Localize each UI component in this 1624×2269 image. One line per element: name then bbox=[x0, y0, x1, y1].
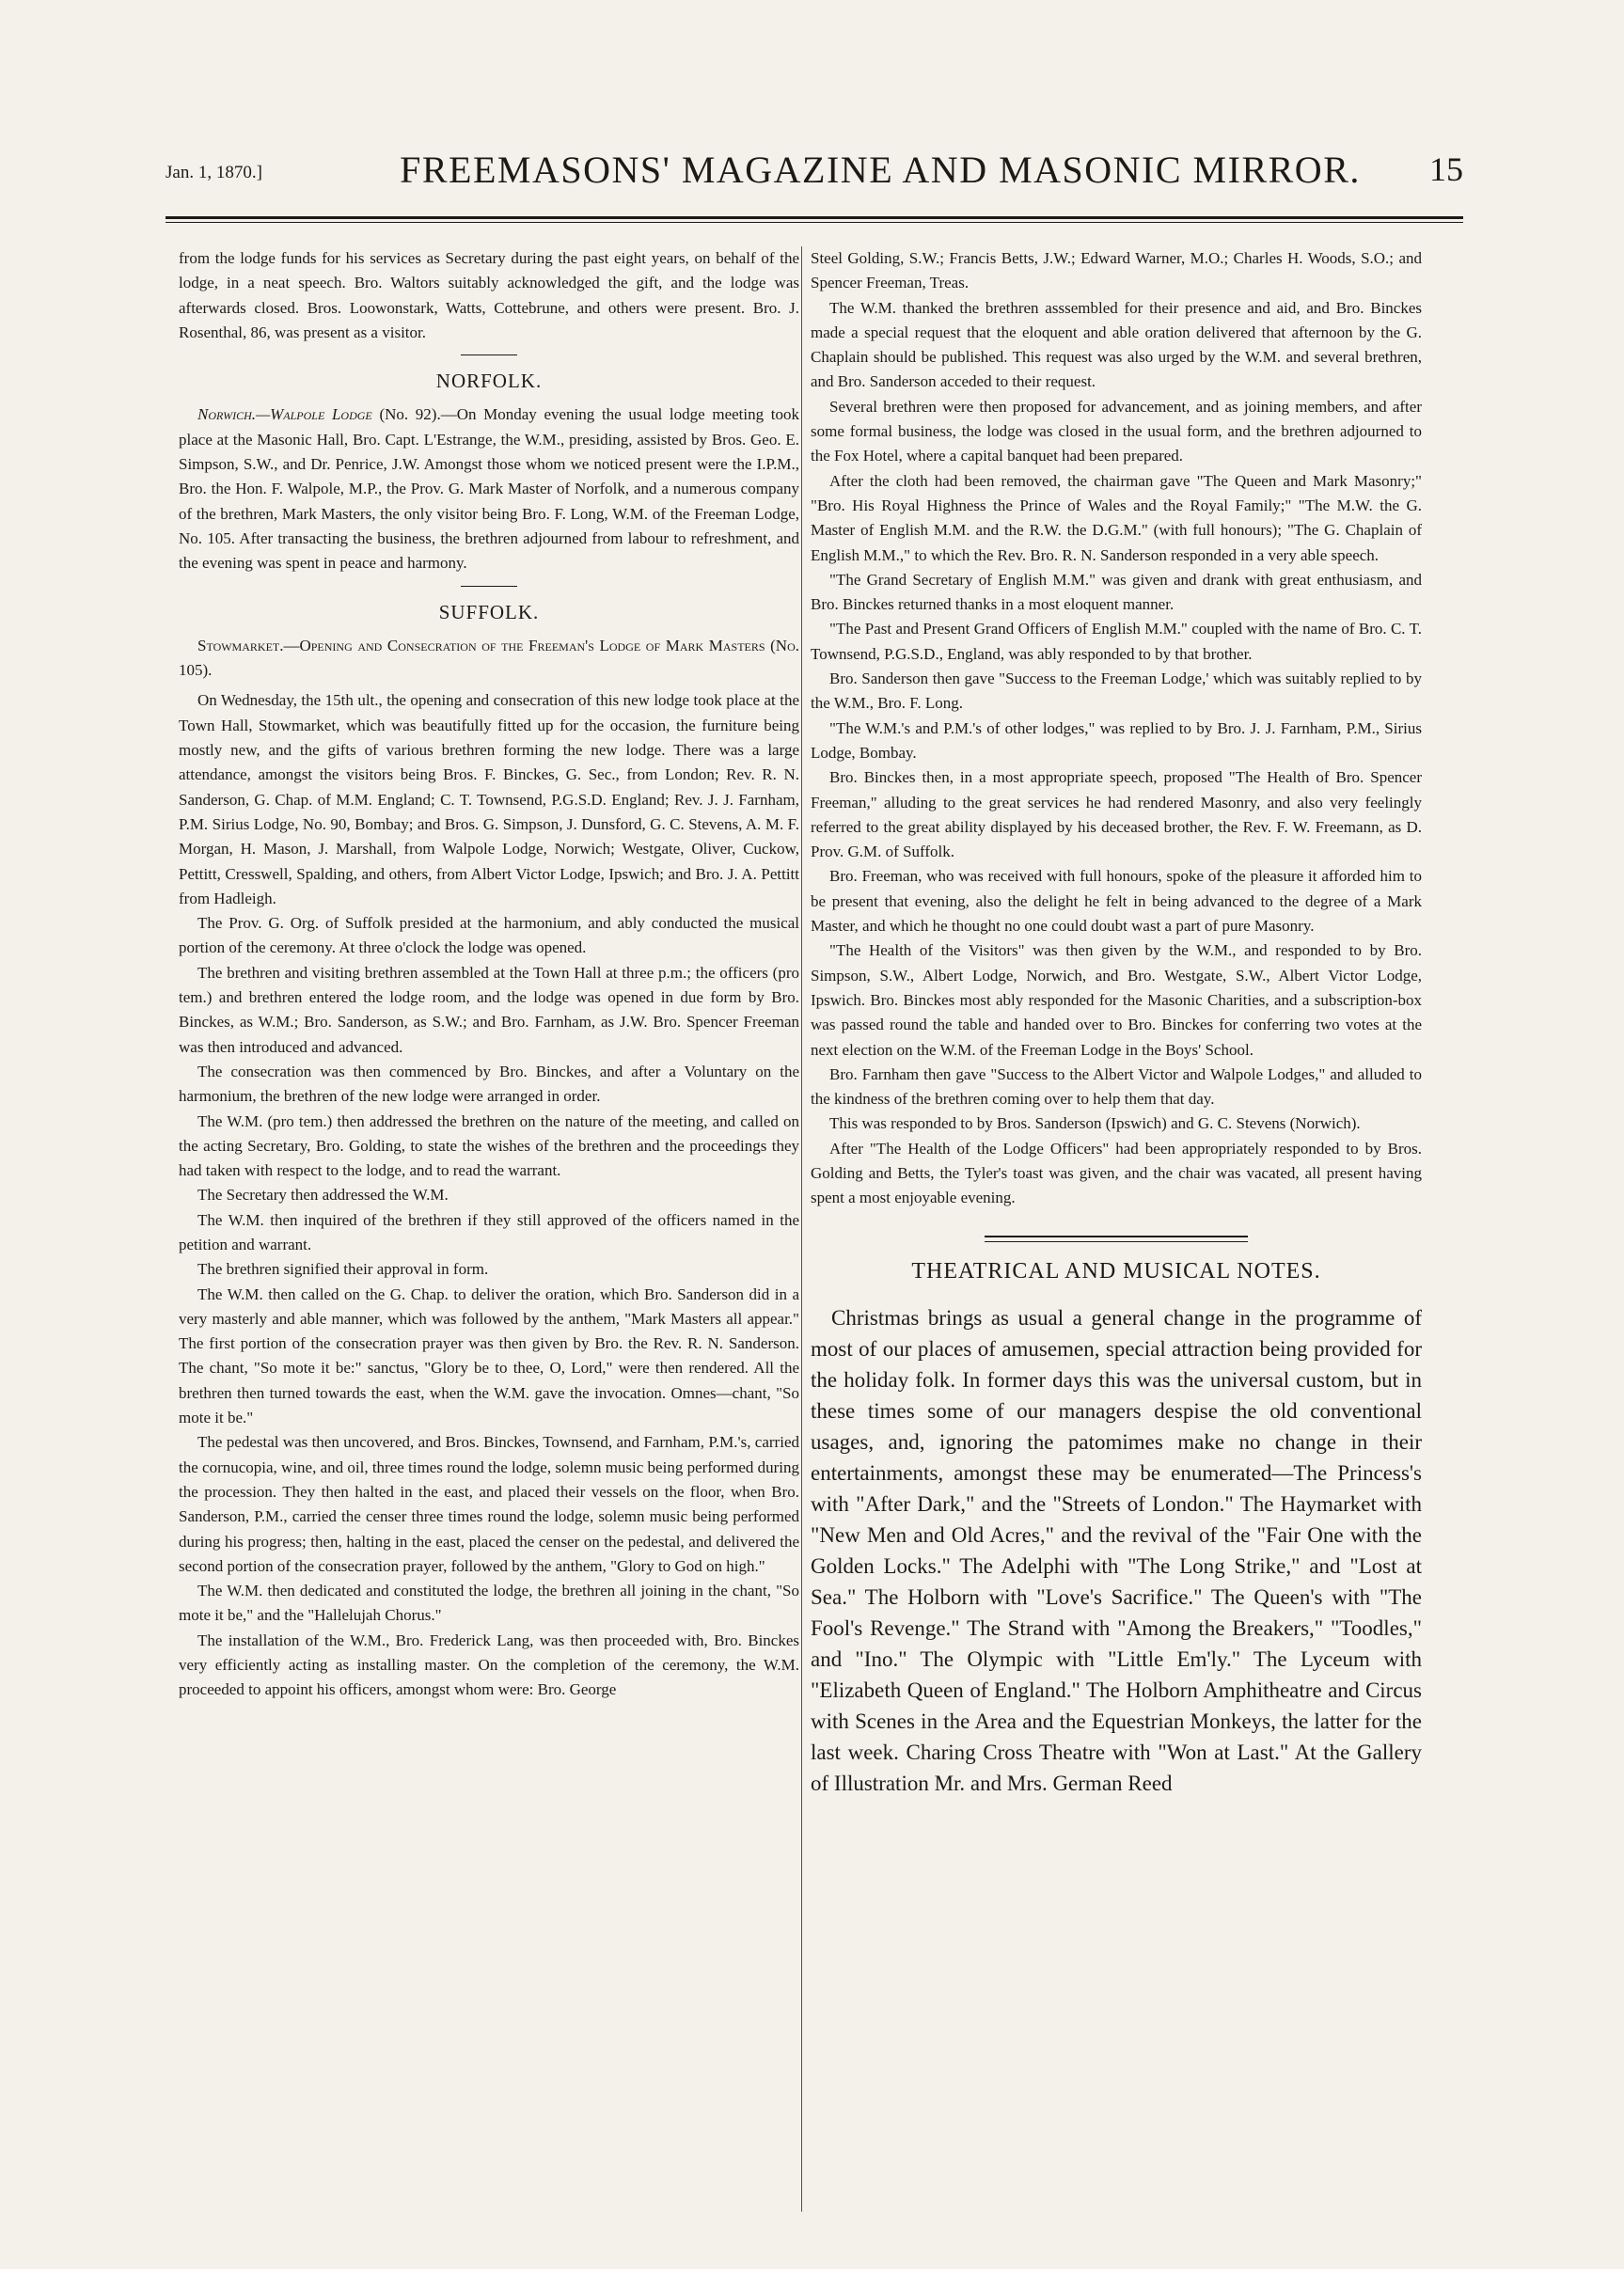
report-paragraph: After the cloth had been removed, the chairman gave "The Queen and Mark Masonry;" "Bro. His Royal Highness the Prince of Wales and the Royal Family;" "The M.W. the G. Master of English M.M. and the R.W. the D.G.M." (with full honours); "The G. Chaplain of English M.M.," to which the Rev. Bro. R. N. Sanderson responded in a very able speech. bbox=[811, 471, 1422, 564]
theatrical-notes bbox=[811, 1302, 1422, 1799]
report-paragraph: Bro. Sanderson then gave "Success to the Freeman Lodge,' which was suitably replied to by the W.M., Bro. F. Long. bbox=[811, 670, 1422, 713]
report-paragraph: "The W.M.'s and P.M.'s of other lodges," was replied to by Bro. J. J. Farnham, P.M., Sirius Lodge, Bombay. bbox=[811, 718, 1422, 762]
suffolk-paragraph: The W.M. then called on the G. Chap. to deliver the oration, which Bro. Sanderson did in a very masterly and able manner, which was followed by the anthem, "Mark Masters all appear." The first portion of the consecration prayer was then given by Bro. the Rev. R. N. Sanderson. The chant, "So mote it be:" sanctus, "Glory be to thee, O, Lord," were then rendered. All the brethren then turned towards the east, when the W.M. gave the invocation. Omnes—chant, "So mote it be." bbox=[179, 1284, 799, 1427]
intro-paragraph: from the lodge funds for his services as Secretary during the past eight years, on behalf of the lodge, in a neat speech. Bro. Waltors suitably acknowledged the gift, and the lodge was afterwards closed. Bros. Loowonstark, Watts, Cottebrune, and others were present. Bro. J. Rosenthal, 86, was present as a visitor. bbox=[179, 249, 799, 341]
suffolk-paragraph: The Secretary then addressed the W.M. bbox=[197, 1186, 449, 1205]
suffolk-paragraph: On Wednesday, the 15th ult., the opening and consecration of this new lodge took place at the Town Hall, Stowmarket, which was beautifully fitted up for the occasion, the furniture being mostly new, and the gifts of various brethren forming the new lodge. There was a large attendance, amongst the visitors being Bros. F. Binckes, G. Sec., from London; Rev. R. N. Sanderson, G. Chap. of M.M. England; C. T. Townsend, P.G.S.D. England; Rev. J. J. Farnham, P.M. Sirius Lodge, No. 90, Bombay; and Bros. G. Simpson, J. Dunsford, G. C. Stevens, A. M. F. Morgan, H. Mason, J. Marshall, from Walpole Lodge, Norwich; Westgate, Oliver, Cuckow, Pettitt, Cresswell, Spalding, and others, from Albert Victor Lodge, Ipswich; and Bro. J. A. Pettitt from Hadleigh. bbox=[179, 691, 799, 907]
header-rule bbox=[166, 216, 1463, 219]
report-paragraph: The W.M. thanked the brethren asssembled for their presence and aid, and Bro. Binckes made a special request that the eloquent and able oration delivered that afternoon by the G. Chaplain should be published. This request was also urged by the W.M. and several brethren, and Bro. Sanderson acceded to their request. bbox=[811, 298, 1422, 391]
continuation-paragraph: Steel Golding, S.W.; Francis Betts, J.W.; Edward Warner, M.O.; Charles H. Woods, S.O.; and Spencer Freeman, Treas. bbox=[811, 249, 1422, 292]
page-number: 15 bbox=[1429, 150, 1463, 188]
suffolk-paragraph: The W.M. then inquired of the brethren if they still approved of the officers named in the petition and warrant. bbox=[179, 1210, 799, 1253]
report-paragraph: After "The Health of the Lodge Officers" had been appropriately responded to by Bros. Golding and Betts, the Tyler's toast was given, and the chair was vacated, all present having spent a most enjoyable evening. bbox=[811, 1139, 1422, 1207]
page-header bbox=[166, 146, 1463, 202]
column-divider bbox=[801, 246, 802, 2212]
suffolk-paragraph: The consecration was then commenced by Bro. Binckes, and after a Voluntary on the harmonium, the brethren of the new lodge were arranged in order. bbox=[179, 1062, 799, 1106]
suffolk-paragraph: The installation of the W.M., Bro. Frederick Lang, was then proceeded with, Bro. Binckes very efficiently acting as installing master. On the completion of the ceremony, the W.M. proceeded to appoint his officers, amongst whom were: Bro. George bbox=[179, 1631, 799, 1699]
notes-rule bbox=[985, 1236, 1248, 1237]
suffolk-paragraph: The brethren and visiting brethren assembled at the Town Hall at three p.m.; the officers (pro tem.) and brethren entered the lodge room, and the lodge was opened in due form by Bro. Binckes, as W.M.; Bro. Sanderson, as S.W.; and Bro. Farnham, as J.W. Bro. Spencer Freeman was then introduced and advanced. bbox=[179, 963, 799, 1056]
report-paragraph: Bro. Binckes then, in a most appropriate speech, proposed "The Health of Bro. Spencer Freeman," alluding to the great services he had rendered Masonry, and also very feelingly referred to the great ability displayed by his deceased brother, the Rev. F. W. Freemann, as D. Prov. G.M. of Suffolk. bbox=[811, 768, 1422, 861]
magazine-title: FREEMASONS' MAGAZINE AND MASONIC MIRROR. bbox=[400, 149, 1361, 191]
suffolk-paragraph: The pedestal was then uncovered, and Bros. Binckes, Townsend, and Farnham, P.M.'s, carried the cornucopia, wine, and oil, three times round the lodge, solemn music being performed during the procession. They then halted in the east, and placed their vessels on the floor, when Bro. Sanderson, P.M., carried the censer three times round the lodge, solemn music being performed during his progress; then, halting in the east, placed the censer on the pedestal, and delivered the second portion of the consecration prayer, followed by the anthem, "Glory to God on high." bbox=[179, 1433, 799, 1575]
theatrical-notes-heading: THEATRICAL AND MUSICAL NOTES. bbox=[911, 1258, 1321, 1284]
report-paragraph: This was responded to by Bros. Sanderson (Ipswich) and G. C. Stevens (Norwich). bbox=[829, 1114, 1361, 1133]
notes-rule-thin bbox=[985, 1241, 1248, 1242]
report-paragraph: Several brethren were then proposed for advancement, and as joining members, and after some formal business, the lodge was closed in the usual form, and the brethren adjourned to the Fox Hotel, where a capital banquet had been prepared. bbox=[811, 397, 1422, 465]
report-paragraph: "The Grand Secretary of English M.M." was given and drank with great enthusiasm, and Bro. Binckes returned thanks in a most eloquent manner. bbox=[811, 570, 1422, 614]
norfolk-paragraph bbox=[179, 402, 799, 575]
suffolk-paragraph: The W.M. (pro tem.) then addressed the brethren on the nature of the meeting, and called on the acting Secretary, Bro. Golding, to state the wishes of the brethren and the proceedings they had taken with respect to the lodge, and to read the warrant. bbox=[179, 1111, 799, 1180]
suffolk-paragraph: The Prov. G. Org. of Suffolk presided at the harmonium, and ably conducted the musical portion of the ceremony. At three o'clock the lodge was opened. bbox=[179, 914, 799, 957]
norfolk-heading: NORFOLK. bbox=[435, 370, 543, 393]
report-paragraph: Bro. Farnham then gave "Success to the Albert Victor and Walpole Lodges," and alluded to the kindness of the brethren coming over to help them that day. bbox=[811, 1064, 1422, 1109]
report-paragraph: Bro. Freeman, who was received with full honours, spoke of the pleasure it afforded him to be present that evening, also the delight he felt in being advanced to the degree of a Mark Master, and which he thought no one could doubt wast a part of pure Masonry. bbox=[811, 867, 1422, 936]
suffolk-heading: SUFFOLK. bbox=[438, 600, 540, 623]
left-column bbox=[179, 246, 799, 2221]
report-paragraph: "The Health of the Visitors" was then given by the W.M., and responded to by Bro. Simpson, S.W., Albert Lodge, Norwich, and Bro. Westgate, S.W., Albert Victor Lodge, Ipswich. Bro. Binckes most ably responded for the Masonic Charities, and a subscription-box was passed round the table and handed over to Bro. Binckes for conferring two votes at the next election on the W.M. of the Freeman Lodge in the Boys' School. bbox=[811, 941, 1422, 1059]
norfolk-lead: Norwich.—Walpole Lodge bbox=[197, 405, 372, 424]
suffolk-lead: Stowmarket.—Opening and Consecration of the Freeman's Lodge of Mark Masters (No. 105). bbox=[179, 636, 799, 680]
suffolk-paragraph: The W.M. then dedicated and constituted the lodge, the brethren all joining in the chant, "So mote it be," and the "Hallelujah Chorus." bbox=[179, 1582, 799, 1625]
right-column bbox=[811, 246, 1422, 2221]
norfolk-text: (No. 92).—On Monday evening the usual lodge meeting took place at the Masonic Hall, Bro. Capt. L'Estrange, the W.M., presiding, assisted by Bros. Geo. E. Simpson, S.W., and Dr. Penrice, J.W. Amongst those whom we noticed present were the I.P.M., Bro. the Hon. F. Walpole, M.P., the Prov. G. Mark Master of Norfolk, and a numerous company of the brethren, Mark Masters, the only visitor being Bro. F. Long, W.M. of the Freeman Lodge, No. 105. After transacting the business, the brethren adjourned from labour to refreshment, and the evening was spent in peace and harmony. bbox=[179, 405, 800, 573]
suffolk-paragraph: The brethren signified their approval in form. bbox=[197, 1260, 489, 1279]
notes-paragraph: Christmas brings as usual a general change in the programme of most of our places of amusemen, special attraction being provided for the holiday folk. In former days this was the universal custom, but in these times some of our managers despise the old conventional usages, and, ignoring the patomimes make no change in their entertainments, amongst these may be enumerated—The Princess's with "After Dark," and the "Streets of London." The Haymarket with "New Men and Old Acres," and the revival of the "Fair One with the Golden Locks." The Adelphi with "The Long Strike," and "Lost at Sea." The Holborn with "Love's Sacrifice." The Queen's with "The Fool's Revenge." The Strand with "Among the Breakers," "Toodles," and "Ino." The Olympic with "Little Em'ly." The Lyceum with "Elizabeth Queen of England." The Holborn Amphitheatre and Circus with Scenes in the Area and the Equestrian Monkeys, the latter for the last week. Charing Cross Theatre with "Won at Last." At the Gallery of Illustration Mr. and Mrs. German Reed bbox=[811, 1305, 1422, 1795]
report-paragraph: "The Past and Present Grand Officers of English M.M." coupled with the name of Bro. C. T. Townsend, P.G.S.D., England, was ably responded to by that brother. bbox=[811, 620, 1422, 663]
header-rule-thin bbox=[166, 222, 1463, 223]
issue-date: Jan. 1, 1870.] bbox=[166, 163, 262, 182]
section-separator bbox=[461, 586, 517, 587]
